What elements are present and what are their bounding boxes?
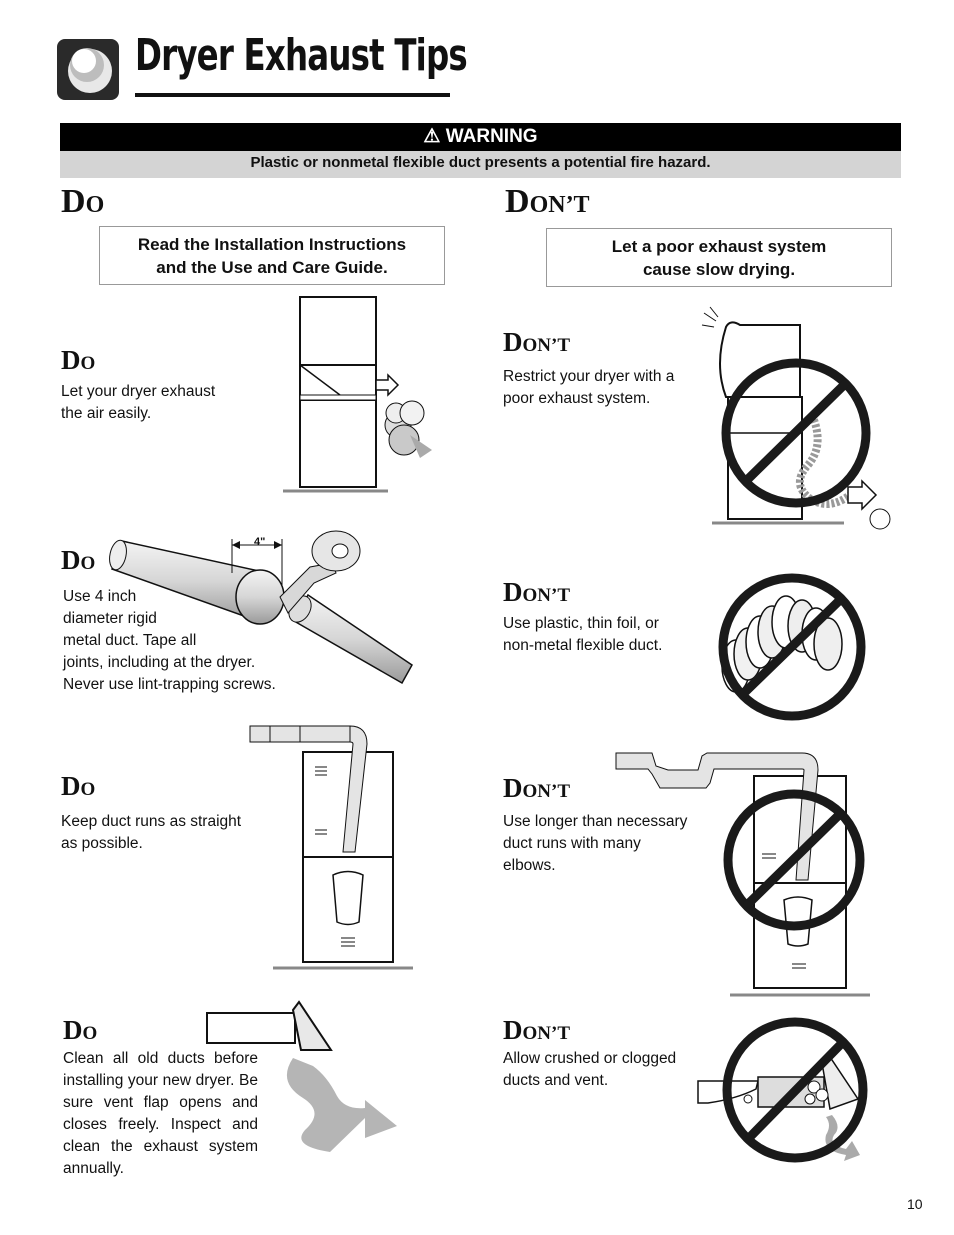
warning-banner [60,123,901,151]
dont-item-heading: DON’T [503,773,570,803]
do-item-text: Keep duct runs as straight as possible. [61,813,242,852]
stacked-dryer-illustration [280,295,450,495]
dont-item-text: Use plastic, thin foil, or non-metal flexible duct. [503,615,663,654]
warning-label: WARNING [445,126,538,147]
do-callout-box: Read the Installation Instructions and the Use and Care Guide. [99,226,445,285]
many-elbows-illustration [612,748,872,998]
dont-item-text: Use longer than necessary duct runs with many elbows. [503,813,688,874]
rigid-duct-illustration [110,525,420,690]
clogged-vent-illustration [696,1015,876,1165]
dont-item-text: Allow crushed or clogged ducts and vent. [503,1050,677,1089]
do-item-heading: DO [61,345,96,375]
dont-item-heading: DON’T [503,327,570,357]
dont-heading: DON’T [505,183,590,220]
warning-triangle-icon: ⚠ [423,126,441,147]
dont-item-heading: DON’T [503,1015,570,1045]
duct-dimension-label: 4" [254,536,266,548]
do-item-heading: DO [61,771,96,801]
title-underline [135,93,450,97]
do-item-text: Use 4 inch diameter rigid metal duct. Tape all joints, including at the dryer. Never use lint-trapping screws. [63,588,276,693]
do-heading: DO [61,183,105,220]
dont-callout-box: Let a poor exhaust system cause slow drying. [546,228,892,287]
do-item-heading: DO [61,545,96,575]
do-item-heading: DO [63,1015,98,1045]
do-item-text: Let your dryer exhaust the air easily. [61,383,216,422]
dont-item-heading: DON’T [503,577,570,607]
page-title: Dryer Exhaust Tips [135,30,467,81]
page-number: 10 [907,1196,923,1212]
vent-flap-illustration [205,1000,405,1165]
straight-duct-dryer-illustration [245,722,420,972]
dont-item-text: Restrict your dryer with a poor exhaust system. [503,368,675,407]
dryer-tips-icon [57,39,120,101]
warning-text: Plastic or nonmetal flexible duct presents a potential fire hazard. [60,151,901,178]
do-item-text: Clean all old ducts before installing your new dryer. Be sure vent flap opens and closes freely. Inspect and clean the exhaust system annually. [63,1050,258,1177]
restricted-exhaust-illustration [700,305,900,530]
flexible-duct-illustration [710,570,870,720]
